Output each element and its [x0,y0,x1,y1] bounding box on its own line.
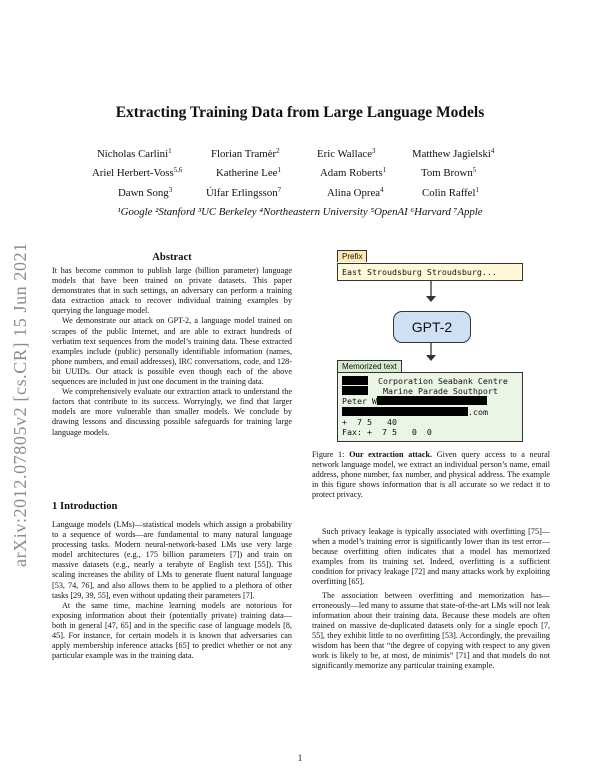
introduction-body [52,520,292,661]
affiliations: ¹Google ²Stanford ³UC Berkeley ⁴Northeastern University ⁵OpenAI ⁶Harvard ⁷Apple [117,206,483,218]
abstract-heading: Abstract [152,252,192,263]
author: Tom Brown$^5$ [421,166,477,179]
abstract-paragraph: We comprehensively evaluate our extraction attack to understand the factors that contribute to its success. Worryingly, we find that larger models are more vulnerable than smaller models. We conclude by drawing lessons and discussing possible safeguards for training large language models. [52,387,292,437]
author: Matthew Jagielski$^4$ [412,147,495,160]
arrow-down-icon [425,342,437,364]
redaction-bar [342,376,368,385]
right-column-body [312,527,550,671]
gpt2-model-box: GPT-2 [393,311,471,343]
arrow-down-icon [425,281,437,303]
author: Adam Roberts$^1$ [320,166,387,179]
page-number: 1 [297,753,303,763]
abstract-paragraph: We demonstrate our attack on GPT-2, a language model trained on scrapes of the public Internet, and are able to extract hundreds of verbatim text sequences from the model’s training data. These extracted examples include (public) personally identifiable information (names, phone numbers, and email addresses), IRC conversations, code, and 128-bit UUIDs. Our attack is possible even though each of the above sequences are included in just one document in the training data. [52,316,292,387]
paper-title: Extracting Training Data from Large Language Models [115,104,485,121]
section-heading-introduction: 1 Introduction [52,501,118,512]
body-paragraph: Such privacy leakage is typically associated with overfitting [75]—when a model’s training error is significantly lower than its test error—because overfitting often indicates that a model has memorized examples from its training set. Indeed, overfitting is a sufficient condition for privacy leakage [72] and many attacks work by exploiting overfitting [65]. [312,527,550,587]
author: Katherine Lee$^1$ [216,166,281,179]
redaction-bar [377,396,487,405]
author: Dawn Song$^3$ [118,186,173,199]
figure-1 [337,250,523,450]
author: Eric Wallace$^3$ [317,147,376,160]
intro-paragraph: Language models (LMs)—statistical models which assign a probability to a sequence of words—are fundamental to many natural language processing tasks. Modern neural-network-based LMs use very large model architectures (e.g., 175 billion parameters [7]) and train on massive datasets (e.g., nearly a terabyte of English text [55]). This scaling increases the ability of LMs to generate fluent natural language [53, 74, 76], and also allows them to be applied to a plethora of other tasks [29, 39, 55], even without updating their parameters [7]. [52,520,292,600]
author: Alina Oprea$^4$ [327,186,384,199]
abstract-paragraph: It has become common to publish large (billion parameter) language models that have been trained on private datasets. This paper demonstrates that in such settings, an adversary can perform a training data extraction attack to recover individual training examples by querying the language model. [52,266,292,316]
abstract-body [52,266,292,438]
author: Úlfar Erlingsson$^7$ [206,186,282,199]
memorized-text-box: Corporation Seabank Centre Marine Parade Southport Peter W .com + 7 5 40 Fax: + 7 5 0 0 [337,372,523,442]
memorized-label: Memorized text [337,360,402,372]
author: Colin Raffel$^1$ [422,186,479,199]
arxiv-sidebar-stamp: arXiv:2012.07805v2 [cs.CR] 15 Jun 2021 [10,242,30,567]
figure-1-caption: Figure 1: Our extraction attack. Given query access to a neural network language model, we extract an individual person’s name, email address, phone number, fax number, and physical address. The example in this figure shows information that is all accurate so we redact it to protect privacy. [312,450,551,500]
redaction-bar [342,407,468,416]
redaction-bar [342,386,368,395]
author: Ariel Herbert-Voss$^{5,6}$ [92,166,183,179]
prefix-box: East Stroudsburg Stroudsburg... [337,263,523,281]
author: Nicholas Carlini$^1$ [97,147,172,160]
intro-paragraph: At the same time, machine learning models are notorious for exposing information about their (potentially private) training data—both in general [47, 65] and in the specific case of language models [8, 45]. For instance, for certain models it is known that adversaries can apply membership inference attacks [65] to predict whether or not any particular example was in the training data. [52,600,292,661]
author: Florian Tramèr$^2$ [211,147,280,160]
body-paragraph: The association between overfitting and memorization has—erroneously—led many to assume that state-of-the-art LMs will not leak information about their training data. Because these models are often trained on massive de-duplicated datasets only for a single epoch [7, 55], they exhibit little to no overfitting [53]. Accordingly, the prevailing wisdom has been that “the degree of copying with respect to any given work is likely to be, at most, de minimis” [71] and that models do not significantly memorize any particular training example. [312,590,550,671]
prefix-label: Prefix [337,250,367,262]
